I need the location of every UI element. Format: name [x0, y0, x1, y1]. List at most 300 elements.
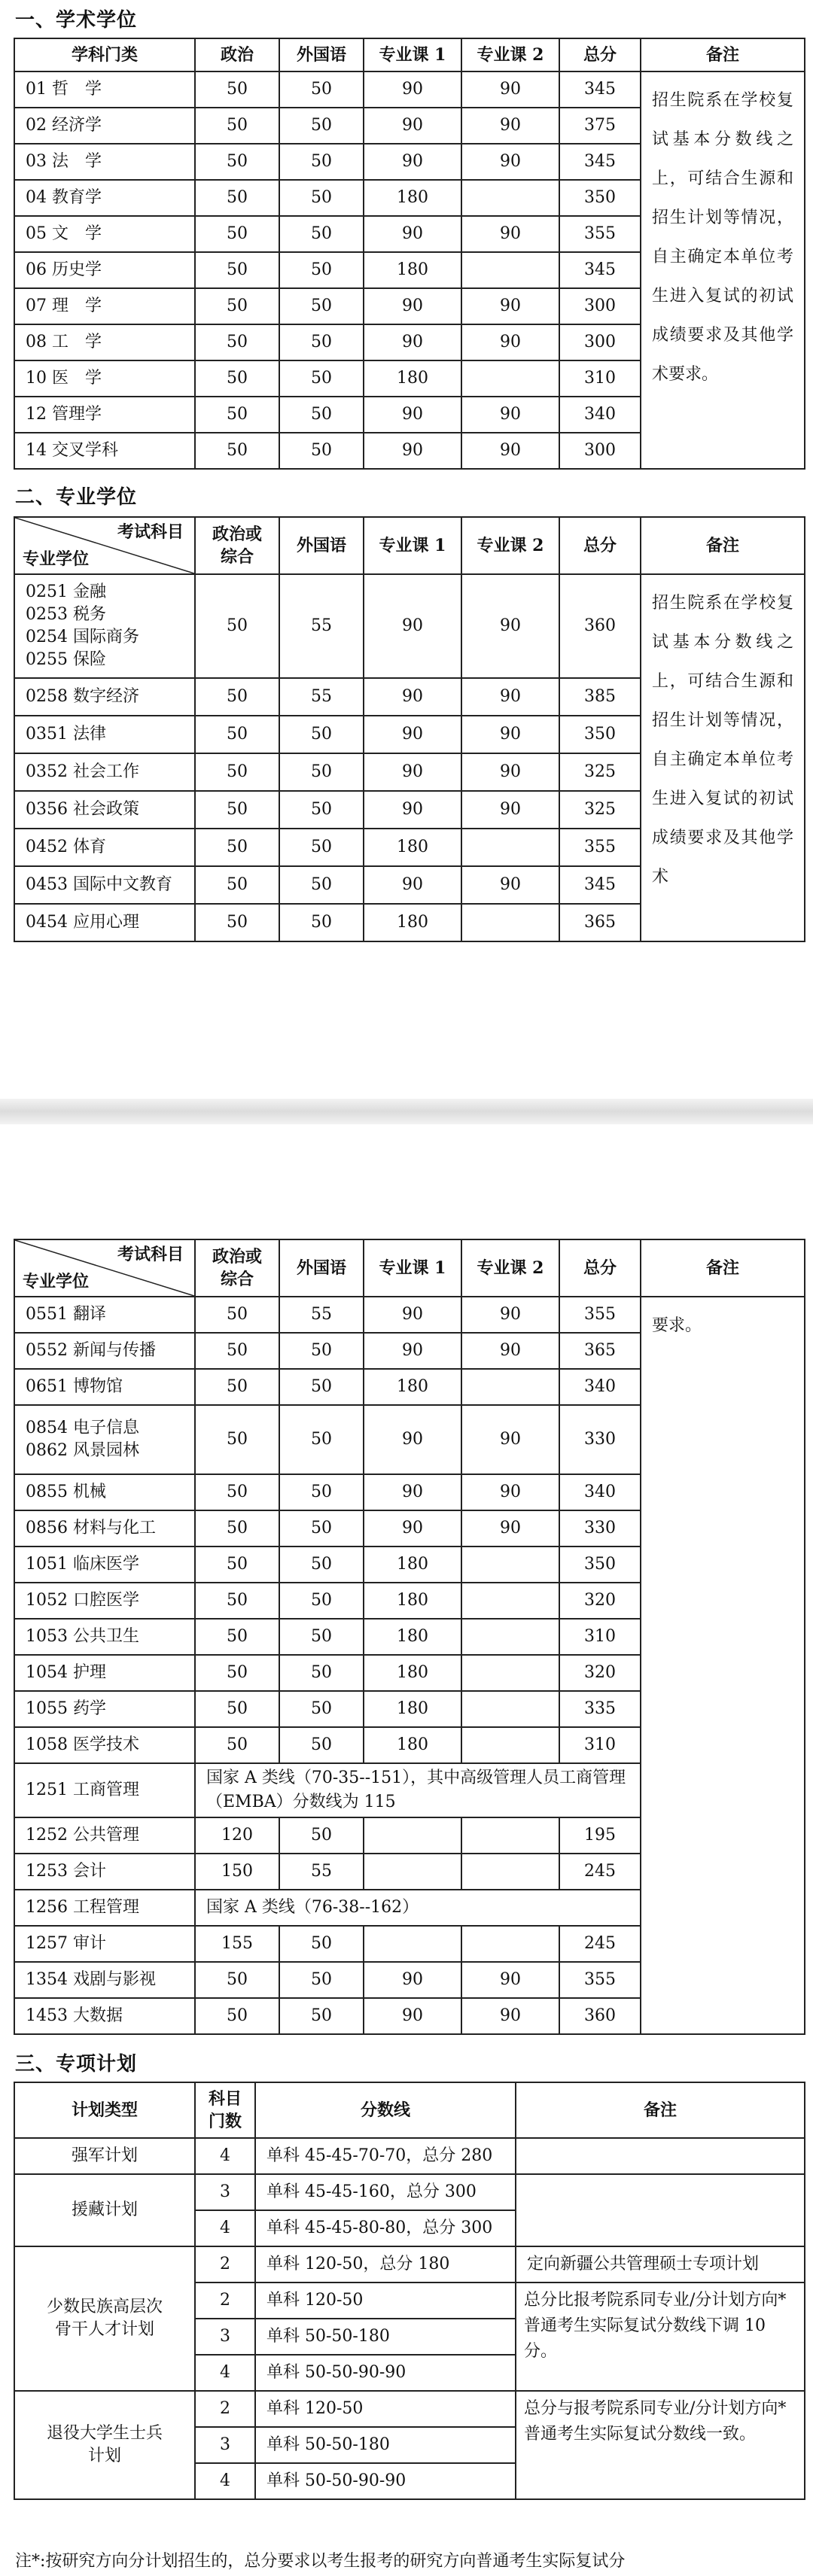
score-cell: 50 [195, 1691, 279, 1727]
subject-count: 2 [195, 2246, 255, 2283]
subject-count: 4 [195, 2138, 255, 2174]
score-cell: 50 [279, 144, 364, 180]
score-cell: 320 [559, 1655, 641, 1691]
header-cell: 专业课 2 [461, 1239, 559, 1297]
score-cell: 50 [195, 829, 279, 866]
header-cell: 备注 [516, 2082, 805, 2138]
score-cell: 50 [279, 252, 364, 288]
degree-name: 0854 电子信息 0862 风景园林 [14, 1405, 195, 1474]
score-cell: 90 [461, 397, 559, 433]
score-cell: 50 [195, 753, 279, 791]
section-3-title: 三、专项计划 [15, 2053, 138, 2076]
score-cell: 300 [559, 288, 641, 324]
plan-name: 退役大学生士兵 计划 [14, 2391, 195, 2499]
header-cell: 政治 [195, 38, 279, 71]
score-cell: 90 [364, 574, 461, 678]
score-cell: 50 [279, 1474, 364, 1510]
subject-count: 2 [195, 2391, 255, 2427]
header-cell: 专业课 2 [461, 38, 559, 71]
score-cell: 180 [364, 252, 461, 288]
score-cell: 50 [195, 180, 279, 216]
national-line-text: 国家 A 类线（70-35--151），其中高级管理人员工商管理（EMBA）分数线为 115 [195, 1763, 641, 1817]
subject-count: 3 [195, 2319, 255, 2355]
score-cell: 180 [364, 1691, 461, 1727]
score-cell: 90 [364, 678, 461, 716]
score-cell: 90 [364, 716, 461, 753]
score-cell: 245 [559, 1854, 641, 1890]
score-cell: 90 [461, 866, 559, 904]
score-cell: 180 [364, 904, 461, 941]
score-cell: 90 [461, 574, 559, 678]
score-cell: 90 [364, 791, 461, 829]
national-line-text: 国家 A 类线（76-38--162） [195, 1890, 641, 1926]
note-cell: 招生院系在学校复试基本分数线之上，可结合生源和招生计划等情况，自主确定本单位考生进入复试的初试成绩要求及其他学术要求。 [641, 71, 805, 469]
score-cell: 345 [559, 252, 641, 288]
table-header [14, 517, 805, 574]
score-cell: 90 [364, 1510, 461, 1547]
score-line: 单科 45-45-70-70，总分 280 [255, 2138, 516, 2174]
score-cell: 310 [559, 360, 641, 397]
score-cell: 350 [559, 716, 641, 753]
subject-count: 3 [195, 2174, 255, 2210]
special-plan-table [14, 2082, 805, 2500]
score-cell: 50 [195, 574, 279, 678]
score-cell: 90 [461, 216, 559, 252]
score-cell: 50 [279, 753, 364, 791]
score-cell: 90 [461, 1474, 559, 1510]
score-cell: 90 [461, 1510, 559, 1547]
degree-name: 0251 金融 0253 税务 0254 国际商务 0255 保险 [14, 574, 195, 678]
degree-name: 1251 工商管理 [14, 1763, 195, 1817]
diagonal-header-cell [14, 517, 195, 574]
score-cell: 50 [279, 397, 364, 433]
score-cell: 50 [279, 1817, 364, 1854]
header-cell: 总分 [559, 517, 641, 574]
table-row [14, 2138, 805, 2174]
score-cell: 340 [559, 1369, 641, 1405]
subject-count: 4 [195, 2355, 255, 2391]
score-cell: 180 [364, 1547, 461, 1583]
score-cell: 310 [559, 1619, 641, 1655]
note-cell: 招生院系在学校复试基本分数线之上，可结合生源和招生计划等情况，自主确定本单位考生进入复试的初试成绩要求及其他学术 [641, 574, 805, 941]
degree-name: 0856 材料与化工 [14, 1510, 195, 1547]
score-cell [461, 1817, 559, 1854]
score-cell: 340 [559, 1474, 641, 1510]
score-cell [461, 1583, 559, 1619]
table-header [14, 38, 805, 71]
score-cell: 350 [559, 180, 641, 216]
score-cell: 90 [461, 1333, 559, 1369]
score-cell: 50 [279, 1998, 364, 2034]
score-cell: 90 [364, 144, 461, 180]
table-row [14, 2391, 805, 2427]
score-cell: 50 [279, 1583, 364, 1619]
score-cell: 50 [195, 791, 279, 829]
score-cell: 180 [364, 1619, 461, 1655]
score-cell: 355 [559, 1297, 641, 1333]
score-cell: 325 [559, 791, 641, 829]
header-cell: 总分 [559, 38, 641, 71]
degree-name: 1453 大数据 [14, 1998, 195, 2034]
score-cell: 50 [195, 397, 279, 433]
score-line: 单科 50-50-90-90 [255, 2355, 516, 2391]
score-cell: 385 [559, 678, 641, 716]
plan-name: 强军计划 [14, 2138, 195, 2174]
discipline-name: 08 工 学 [14, 324, 195, 360]
score-cell: 50 [195, 144, 279, 180]
subject-count: 2 [195, 2283, 255, 2319]
score-cell: 355 [559, 1962, 641, 1998]
score-cell: 50 [195, 1547, 279, 1583]
score-cell [364, 1926, 461, 1962]
header-cell: 备注 [641, 1239, 805, 1297]
degree-name: 0258 数字经济 [14, 678, 195, 716]
header-cell: 专业课 2 [461, 517, 559, 574]
score-cell: 50 [195, 1369, 279, 1405]
score-cell: 90 [461, 791, 559, 829]
score-cell: 50 [195, 216, 279, 252]
score-cell: 50 [195, 716, 279, 753]
score-cell: 365 [559, 904, 641, 941]
professional-degree-table [14, 516, 805, 942]
header-cell: 专业课 1 [364, 1239, 461, 1297]
score-cell: 50 [195, 678, 279, 716]
score-cell: 90 [461, 1998, 559, 2034]
score-cell [364, 1854, 461, 1890]
score-cell: 150 [195, 1854, 279, 1890]
score-cell: 50 [279, 791, 364, 829]
score-cell: 90 [364, 288, 461, 324]
degree-name: 1053 公共卫生 [14, 1619, 195, 1655]
degree-name: 1256 工程管理 [14, 1890, 195, 1926]
score-cell: 50 [195, 1474, 279, 1510]
degree-name: 0453 国际中文教育 [14, 866, 195, 904]
score-cell: 50 [195, 866, 279, 904]
score-cell [461, 360, 559, 397]
table-row [14, 574, 805, 678]
header-cell: 专业课 1 [364, 38, 461, 71]
score-cell [461, 904, 559, 941]
subject-count: 3 [195, 2427, 255, 2463]
degree-name: 0454 应用心理 [14, 904, 195, 941]
score-cell: 180 [364, 1369, 461, 1405]
header-cell: 政治或 综合 [195, 517, 279, 574]
degree-name: 1058 医学技术 [14, 1727, 195, 1763]
score-cell [461, 1547, 559, 1583]
header-cell: 外国语 [279, 1239, 364, 1297]
discipline-name: 07 理 学 [14, 288, 195, 324]
score-line: 单科 120-50，总分 180 [255, 2246, 516, 2283]
page-separator [0, 1099, 813, 1124]
score-cell: 50 [279, 433, 364, 469]
diag-bottom-label: 专业学位 [23, 549, 90, 569]
plan-name: 援藏计划 [14, 2174, 195, 2246]
score-cell: 50 [195, 1583, 279, 1619]
header-cell: 计划类型 [14, 2082, 195, 2138]
header-cell: 专业课 1 [364, 517, 461, 574]
score-cell: 90 [461, 753, 559, 791]
score-cell: 90 [461, 433, 559, 469]
score-cell: 120 [195, 1817, 279, 1854]
discipline-name: 10 医 学 [14, 360, 195, 397]
degree-name: 1257 审计 [14, 1926, 195, 1962]
page-1 [0, 0, 813, 1099]
score-cell: 50 [279, 1962, 364, 1998]
degree-name: 1054 护理 [14, 1655, 195, 1691]
degree-name: 0352 社会工作 [14, 753, 195, 791]
score-cell [461, 180, 559, 216]
score-cell: 50 [195, 1655, 279, 1691]
score-cell: 50 [195, 108, 279, 144]
score-cell: 50 [279, 108, 364, 144]
score-cell: 50 [279, 1369, 364, 1405]
score-cell: 50 [279, 1655, 364, 1691]
score-cell: 365 [559, 1333, 641, 1369]
footnote: 注*:按研究方向分计划招生的，总分要求以考生报考的研究方向普通考生实际复试分 [15, 2552, 626, 2571]
score-cell [461, 1727, 559, 1763]
academic-degree-table [14, 38, 805, 470]
diag-top-label: 考试科目 [117, 1245, 184, 1264]
score-cell [461, 1854, 559, 1890]
score-cell [461, 1369, 559, 1405]
score-cell: 90 [364, 324, 461, 360]
score-cell: 180 [364, 1727, 461, 1763]
score-cell: 180 [364, 1655, 461, 1691]
score-line: 单科 50-50-180 [255, 2319, 516, 2355]
header-cell: 外国语 [279, 38, 364, 71]
score-cell: 330 [559, 1510, 641, 1547]
subject-count: 4 [195, 2210, 255, 2246]
score-cell [461, 1619, 559, 1655]
score-cell: 90 [364, 753, 461, 791]
score-line: 单科 50-50-90-90 [255, 2463, 516, 2499]
score-cell: 90 [364, 108, 461, 144]
score-cell: 55 [279, 574, 364, 678]
section-2-title: 二、专业学位 [15, 486, 138, 509]
score-cell: 50 [279, 904, 364, 941]
header-cell: 备注 [641, 517, 805, 574]
score-line: 单科 120-50 [255, 2391, 516, 2427]
score-cell [461, 1655, 559, 1691]
score-cell: 50 [195, 252, 279, 288]
table-row [14, 2174, 805, 2210]
note-cell: 总分比报考院系同专业/分计划方向*普通考生实际复试分数线下调 10 分。 [516, 2283, 805, 2391]
score-cell: 335 [559, 1691, 641, 1727]
score-cell: 55 [279, 678, 364, 716]
discipline-name: 02 经济学 [14, 108, 195, 144]
score-cell [461, 1691, 559, 1727]
score-cell: 245 [559, 1926, 641, 1962]
score-cell: 55 [279, 1297, 364, 1333]
score-cell: 90 [364, 1405, 461, 1474]
score-cell: 50 [279, 866, 364, 904]
score-cell: 330 [559, 1405, 641, 1474]
degree-name: 1253 会计 [14, 1854, 195, 1890]
score-cell [364, 1817, 461, 1854]
score-line: 单科 50-50-180 [255, 2427, 516, 2463]
score-cell: 50 [195, 1727, 279, 1763]
score-cell: 50 [279, 71, 364, 108]
score-cell: 90 [364, 433, 461, 469]
score-cell: 90 [461, 1297, 559, 1333]
score-cell: 90 [364, 1333, 461, 1369]
header-cell: 备注 [641, 38, 805, 71]
table-row [14, 1297, 805, 1333]
score-cell: 50 [279, 1333, 364, 1369]
score-cell: 155 [195, 1926, 279, 1962]
degree-name: 1252 公共管理 [14, 1817, 195, 1854]
score-cell [461, 252, 559, 288]
discipline-name: 12 管理学 [14, 397, 195, 433]
score-cell: 50 [279, 1926, 364, 1962]
header-cell: 学科门类 [14, 38, 195, 71]
header-cell: 分数线 [255, 2082, 516, 2138]
score-cell: 50 [279, 288, 364, 324]
header-cell: 外国语 [279, 517, 364, 574]
score-cell: 325 [559, 753, 641, 791]
score-cell: 355 [559, 829, 641, 866]
score-cell: 90 [364, 216, 461, 252]
note-cell: 总分与报考院系同专业/分计划方向*普通考生实际复试分数线一致。 [516, 2391, 805, 2499]
score-cell: 50 [279, 1405, 364, 1474]
score-cell: 50 [195, 1333, 279, 1369]
score-cell: 360 [559, 574, 641, 678]
score-cell: 50 [279, 324, 364, 360]
score-cell: 90 [461, 1962, 559, 1998]
note-cell: 要求。 [641, 1297, 805, 2034]
score-cell: 50 [279, 216, 364, 252]
degree-name: 0452 体育 [14, 829, 195, 866]
header-cell: 科目 门数 [195, 2082, 255, 2138]
note-cell [516, 2138, 805, 2174]
score-cell: 50 [195, 1962, 279, 1998]
score-cell: 90 [461, 716, 559, 753]
table-row [14, 71, 805, 108]
degree-name: 0551 翻译 [14, 1297, 195, 1333]
score-cell: 55 [279, 1854, 364, 1890]
table-row [14, 2246, 805, 2283]
score-cell: 50 [195, 1405, 279, 1474]
degree-name: 0351 法律 [14, 716, 195, 753]
score-line: 单科 120-50 [255, 2283, 516, 2319]
professional-degree-table-continued [14, 1239, 805, 2035]
degree-name: 1055 药学 [14, 1691, 195, 1727]
score-cell: 345 [559, 71, 641, 108]
score-cell: 90 [364, 71, 461, 108]
score-cell: 180 [364, 829, 461, 866]
score-cell: 360 [559, 1998, 641, 2034]
page-2 [0, 1124, 813, 2576]
degree-name: 1354 戏剧与影视 [14, 1962, 195, 1998]
score-cell: 50 [279, 1691, 364, 1727]
score-cell: 50 [279, 1619, 364, 1655]
score-cell: 50 [279, 829, 364, 866]
degree-name: 1051 临床医学 [14, 1547, 195, 1583]
score-cell: 345 [559, 144, 641, 180]
score-cell: 195 [559, 1817, 641, 1854]
score-cell: 50 [195, 1619, 279, 1655]
score-cell: 50 [195, 71, 279, 108]
degree-name: 0651 博物馆 [14, 1369, 195, 1405]
score-cell: 180 [364, 180, 461, 216]
discipline-name: 01 哲 学 [14, 71, 195, 108]
degree-name: 1052 口腔医学 [14, 1583, 195, 1619]
table-header [14, 2082, 805, 2138]
score-cell: 90 [364, 1998, 461, 2034]
diag-bottom-label: 专业学位 [23, 1272, 90, 1291]
score-cell: 310 [559, 1727, 641, 1763]
score-cell: 180 [364, 360, 461, 397]
score-cell: 90 [461, 324, 559, 360]
score-cell: 50 [279, 716, 364, 753]
score-cell: 50 [195, 1297, 279, 1333]
plan-name: 少数民族高层次 骨干人才计划 [14, 2246, 195, 2391]
score-cell: 90 [364, 1474, 461, 1510]
score-cell: 90 [461, 1405, 559, 1474]
section-1-title: 一、学术学位 [15, 9, 138, 32]
score-cell: 180 [364, 1583, 461, 1619]
discipline-name: 04 教育学 [14, 180, 195, 216]
score-cell: 50 [195, 1998, 279, 2034]
degree-name: 0855 机械 [14, 1474, 195, 1510]
degree-name: 0552 新闻与传播 [14, 1333, 195, 1369]
score-cell: 350 [559, 1547, 641, 1583]
score-cell [461, 1926, 559, 1962]
score-cell: 355 [559, 216, 641, 252]
score-cell: 50 [195, 433, 279, 469]
score-cell: 50 [279, 1547, 364, 1583]
note-cell [516, 2174, 805, 2246]
score-cell: 90 [364, 1297, 461, 1333]
score-cell: 50 [195, 904, 279, 941]
score-cell: 90 [461, 144, 559, 180]
score-cell: 345 [559, 866, 641, 904]
score-cell: 90 [364, 397, 461, 433]
diagonal-header-cell [14, 1239, 195, 1297]
score-cell: 50 [195, 360, 279, 397]
score-cell: 90 [461, 71, 559, 108]
score-cell: 90 [364, 866, 461, 904]
header-cell: 总分 [559, 1239, 641, 1297]
score-cell: 300 [559, 324, 641, 360]
score-cell: 300 [559, 433, 641, 469]
table-header [14, 1239, 805, 1297]
subject-count: 4 [195, 2463, 255, 2499]
degree-name: 0356 社会政策 [14, 791, 195, 829]
header-cell: 政治或 综合 [195, 1239, 279, 1297]
score-cell: 50 [279, 1727, 364, 1763]
discipline-name: 03 法 学 [14, 144, 195, 180]
score-cell: 50 [279, 180, 364, 216]
score-cell: 320 [559, 1583, 641, 1619]
score-cell [461, 829, 559, 866]
score-cell: 375 [559, 108, 641, 144]
score-cell: 90 [461, 108, 559, 144]
score-cell: 340 [559, 397, 641, 433]
note-cell: 定向新疆公共管理硕士专项计划 [516, 2246, 805, 2283]
score-cell: 50 [195, 1510, 279, 1547]
score-cell: 50 [279, 1510, 364, 1547]
score-cell: 50 [195, 288, 279, 324]
score-cell: 90 [364, 1962, 461, 1998]
score-cell: 90 [461, 678, 559, 716]
diag-top-label: 考试科目 [117, 522, 184, 542]
score-line: 单科 45-45-160，总分 300 [255, 2174, 516, 2210]
discipline-name: 06 历史学 [14, 252, 195, 288]
score-line: 单科 45-45-80-80，总分 300 [255, 2210, 516, 2246]
discipline-name: 14 交叉学科 [14, 433, 195, 469]
score-cell: 50 [279, 360, 364, 397]
